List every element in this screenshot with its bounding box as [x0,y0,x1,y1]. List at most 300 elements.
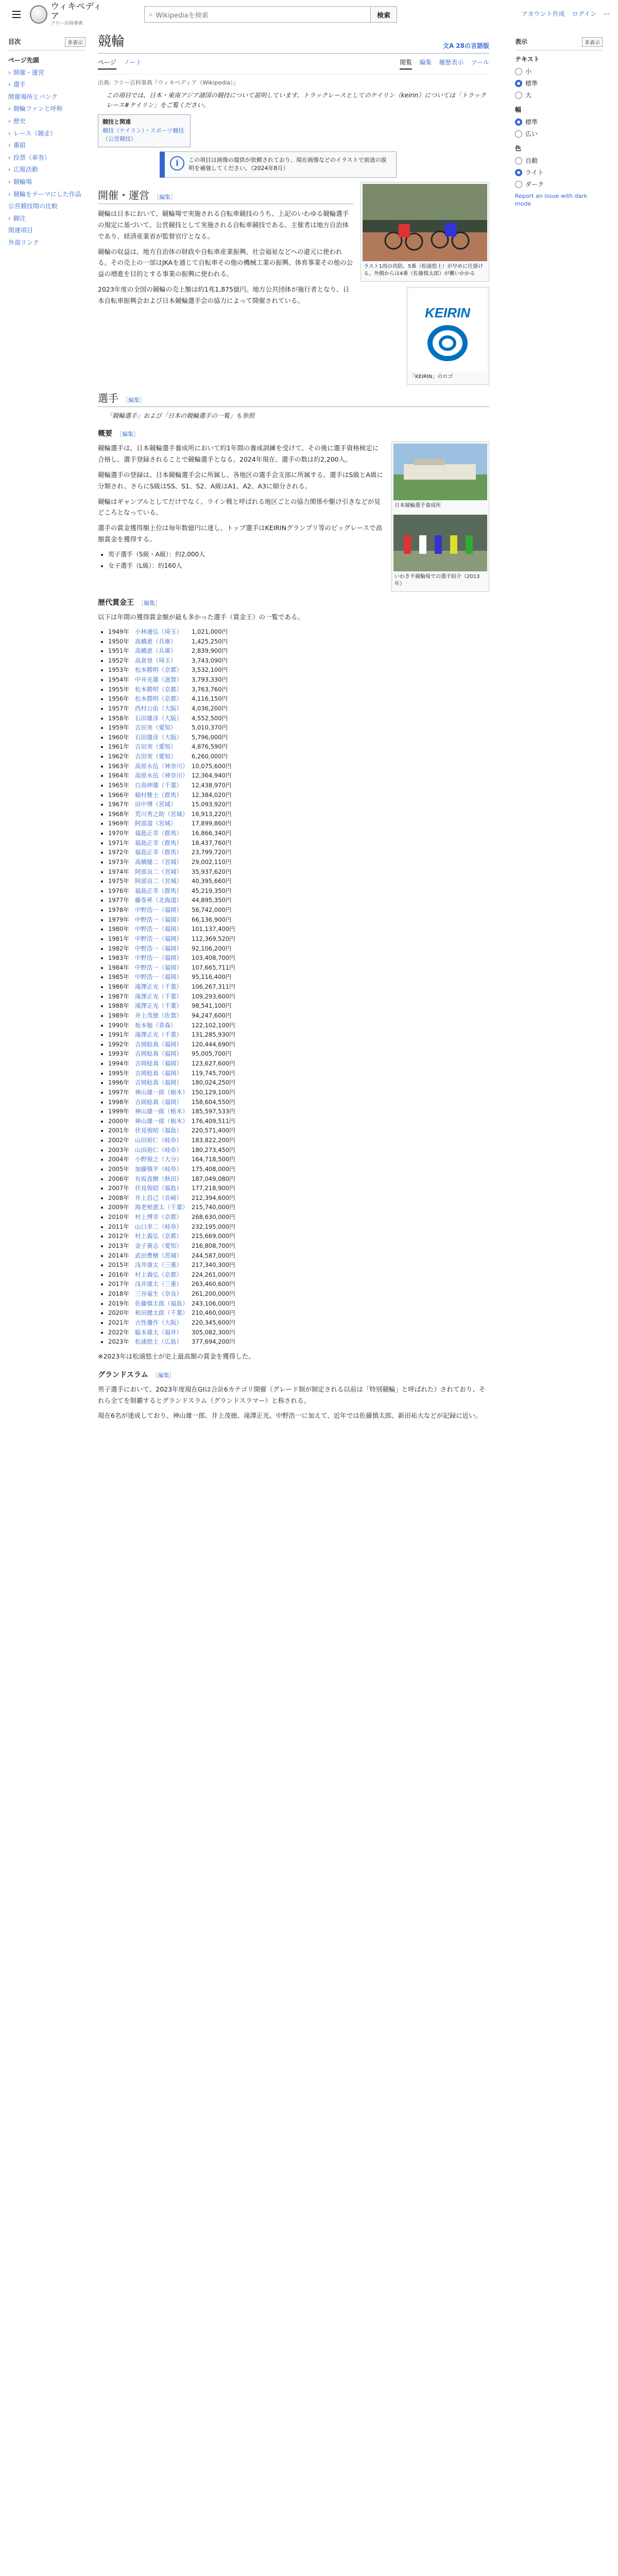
prize-king-year: 2013年 [108,1242,129,1249]
prize-king-year: 2011年 [108,1223,129,1230]
prize-king-row [108,1107,489,1116]
prize-king-name[interactable]: 滝澤正光（千葉） [135,1031,182,1039]
toc-item[interactable]: › 競輪をテーマにした作品 [8,189,85,201]
from-line: 出典: フリー百科事典『ウィキペディア（Wikipedia）』 [98,79,239,86]
radio-icon[interactable] [515,118,522,126]
prize-king-row [108,1097,489,1107]
prize-king-amount: 177,218,900円 [192,1184,235,1192]
prize-king-row [108,1021,489,1030]
radio-icon[interactable] [515,68,522,75]
edit-section-link[interactable]: ［ 編集 ］ [123,396,145,404]
prize-king-name[interactable]: 吉岡稔真（福岡） [135,1079,182,1087]
toc-item[interactable]: 関連項目 [8,227,33,234]
prize-king-amount: 215,740,000円 [192,1204,235,1211]
prize-king-row [108,637,489,647]
prize-king-amount: 215,669,000円 [192,1232,235,1240]
prize-king-name[interactable]: 高橋健二（宮城） [135,858,182,866]
prize-king-amount: 18,437,760円 [192,839,232,846]
prize-king-row [108,953,489,963]
prize-king-year: 1960年 [108,733,129,741]
prize-king-name[interactable]: 山田裕仁（岐阜） [135,1146,182,1154]
prize-king-name[interactable]: 伏見俊昭（福島） [135,1184,182,1192]
prize-king-year: 1949年 [108,628,129,635]
prize-king-row [108,761,489,771]
prize-king-year: 1978年 [108,906,129,914]
toc-item[interactable]: › 競輪ファンと呼称 [8,103,85,115]
prize-king-name[interactable]: 阿部良二（宮城） [135,877,182,885]
logo-name: ウィキペディア [50,2,102,22]
search-placeholder: Wikipediaを検索 [156,11,209,20]
prize-king-name[interactable]: 吉田実（愛知） [135,753,177,760]
color-group [515,144,603,208]
prize-king-year: 1953年 [108,666,129,674]
prize-king-amount: 44,895,350円 [192,896,232,904]
prize-king-name[interactable]: 中野浩一（福岡） [135,935,182,942]
wikipedia-logo[interactable] [30,2,107,26]
prize-king-year: 2019年 [108,1299,129,1307]
toc-item[interactable]: 開催場所とバンク [8,93,58,100]
prize-king-amount: 180,024,250円 [192,1079,235,1087]
prize-king-amount: 5,010,370円 [192,724,228,732]
prize-king-amount: 107,665,711円 [192,963,235,971]
prize-king-year: 1967年 [108,801,129,808]
prize-king-amount: 210,460,000円 [192,1309,235,1317]
prize-king-year: 1957年 [108,704,129,712]
prize-king-amount: 232,195,000円 [192,1223,235,1230]
text-size-option[interactable] [515,65,603,77]
language-button[interactable] [443,41,489,50]
prize-king-name[interactable]: 金子貴志（愛知） [135,1242,182,1249]
prize-king-row [108,934,489,944]
prize-king-year: 2007年 [108,1184,129,1192]
prize-king-name[interactable]: 中野浩一（福岡） [135,906,182,914]
prize-king-name[interactable]: 村上義弘（京都） [135,1232,182,1240]
prize-king-amount: 40,395,660円 [192,877,232,885]
logo-tagline: フリー百科事典 [50,21,83,26]
radio-icon[interactable] [515,130,522,138]
toc-hide-button[interactable]: 非表示 [65,37,85,47]
translate-icon: 文A [443,42,454,49]
prize-king-name[interactable]: 吉田実（愛知） [135,724,177,732]
search-icon: ⌕ [149,10,153,19]
prize-king-row [108,809,489,819]
prize-king-amount: 56,742,000円 [192,906,232,914]
width-label: 幅 [515,106,522,113]
prize-king-name[interactable]: 中野浩一（福岡） [135,963,182,971]
prize-king-row [108,924,489,934]
prize-king-name[interactable]: 神山雄一郎（栃木） [135,1088,188,1096]
prize-king-row [108,944,489,954]
prize-king-name[interactable]: 西村公佑（大阪） [135,704,182,712]
prize-king-amount: 5,796,000円 [192,733,228,741]
prize-king-row [108,1231,489,1241]
prize-king-year: 2005年 [108,1165,129,1173]
toc-item[interactable]: ページ先頭 [8,57,39,64]
prize-king-name[interactable]: 武田豊樹（茨城） [135,1251,182,1259]
prize-king-year: 1971年 [108,839,129,846]
width-option[interactable] [515,116,603,128]
prize-king-name[interactable]: 浅井康太（三重） [135,1280,182,1288]
prize-king-name[interactable]: 福島正幸（群馬） [135,829,182,837]
prize-king-name[interactable]: 中井光雄（滋賀） [135,676,182,684]
prize-king-year: 1997年 [108,1088,129,1096]
prize-king-name[interactable]: 吉田実（愛知） [135,743,177,751]
prize-king-amount: 243,106,000円 [192,1299,235,1307]
prize-king-row [108,982,489,992]
prize-king-year: 1968年 [108,810,129,818]
prize-king-year: 1986年 [108,983,129,991]
prize-king-name[interactable]: 高倉登（埼玉） [135,656,177,664]
prize-king-name[interactable]: 和田健太郎（千葉） [135,1309,188,1317]
prize-king-name[interactable]: 荒川秀之助（宮城） [135,810,188,818]
keirin-logo-svg [411,297,484,364]
radio-icon[interactable] [515,92,522,99]
prize-king-year: 2023年 [108,1338,129,1346]
prize-king-year: 1973年 [108,858,129,866]
color-option[interactable] [515,178,603,190]
prize-king-name[interactable]: 白鳥伸雄（千葉） [135,781,182,789]
section-heading-operation [98,187,353,204]
navbox-links[interactable]: 競技（ケイリン）・スポーツ競技（公営競技） [102,127,184,143]
prize-king-row [108,1011,489,1021]
site-header [0,0,618,29]
toc-item[interactable]: › 歴史 [8,115,85,128]
search-form [144,6,397,23]
prize-king-row [108,1164,489,1174]
prize-king-year: 1988年 [108,1002,129,1010]
prize-king-year: 1999年 [108,1108,129,1115]
prize-king-amount: 4,552,500円 [192,714,228,722]
prize-king-amount: 123,627,600円 [192,1060,235,1067]
prize-king-name[interactable]: 村上博幸（京都） [135,1213,182,1221]
prize-king-name[interactable]: 佐藤慎太郎（福島） [135,1299,188,1307]
prize-king-name[interactable]: 石田雄彦（大阪） [135,733,182,741]
prize-king-year: 2000年 [108,1117,129,1125]
prize-king-year: 1996年 [108,1079,129,1087]
toc-item[interactable]: 外部リンク [8,239,39,246]
color-option[interactable] [515,166,603,178]
prize-king-row [108,1289,489,1299]
toc-item[interactable]: › 選手 [8,79,85,91]
prize-king-year: 1966年 [108,791,129,799]
login-link[interactable]: ログイン [572,10,596,18]
tab-read[interactable]: 閲覧 [400,58,412,70]
prize-king-amount: 66,136,900円 [192,916,232,923]
prize-king-name[interactable]: 小林通弘（埼玉） [135,628,182,635]
prize-king-name[interactable]: 小野俊之（大分） [135,1156,182,1163]
prize-king-year: 1950年 [108,637,129,645]
radio-icon[interactable] [515,157,522,164]
training-school-photo[interactable] [393,444,487,500]
prize-king-row [108,1308,489,1318]
prize-king-year: 2004年 [108,1156,129,1163]
main-menu-button[interactable] [8,6,25,23]
prize-king-name[interactable]: 神山雄一郎（栃木） [135,1117,188,1125]
prize-king-row [108,1183,489,1193]
race-photo[interactable] [363,184,487,261]
width-option-label: 広い [525,130,538,138]
prize-king-amount: 131,285,930円 [192,1031,235,1039]
prize-king-name[interactable]: 高原永伍（神奈川） [135,772,188,779]
prize-king-name[interactable]: 吉岡稔真（福岡） [135,1060,182,1067]
text-size-group [515,55,603,101]
prize-king-amount: 112,369,520円 [192,935,235,942]
prize-king-amount: 261,200,000円 [192,1290,235,1298]
appearance-panel [515,37,603,212]
prize-king-name[interactable]: 高橋恵（兵庫） [135,647,177,655]
keirin-logo-image[interactable] [409,289,486,371]
prize-king-row [108,1040,489,1049]
toc-item[interactable]: › 競輪場 [8,176,85,189]
rider-intro-caption: いわき平競輪場での選手紹介（2013年） [394,574,480,587]
color-option-label: ライト [525,169,544,176]
prize-king-name[interactable]: 松浦悠士（広島） [135,1338,182,1346]
riders-paragraph-4: 選手の賞金獲得額上位は毎年数億円に達し、トップ選手はKEIRINグランプリ等のビッグレースで高額賞金を獲得する。 [98,524,383,544]
prize-king-row [108,1088,489,1097]
prize-king-name[interactable]: 吉岡稔真（福岡） [135,1050,182,1058]
prize-king-name[interactable]: 藤巻昇（北海道） [135,896,182,904]
prize-king-row [108,781,489,790]
prize-king-name[interactable]: 滝澤正光（千葉） [135,983,182,991]
user-links [522,9,610,18]
prize-king-name[interactable]: 伏見俊昭（福島） [135,1127,182,1134]
riders-paragraph-3: 競輪はギャンブルとしてだけでなく、ライン戦と呼ばれる地区ごとの協力関係や駆け引きなどが見どころとなっている。 [98,497,381,517]
prize-king-year: 2008年 [108,1194,129,1201]
prize-king-name[interactable]: 阿部道（宮城） [135,820,177,827]
text-size-option-label: 小 [525,68,532,75]
prize-king-row [108,1202,489,1212]
tab-page[interactable]: ページ [98,58,116,70]
prize-king-year: 1965年 [108,781,129,789]
prize-king-amount: 180,273,450円 [192,1146,235,1154]
subsection-title: グランドスラム [98,1370,148,1379]
create-account-link[interactable]: アカウント作成 [521,10,565,18]
text-size-option[interactable] [515,89,603,101]
prize-king-year: 2017年 [108,1280,129,1288]
riders-hatnote: 「競輪選手」および「日本の競輪選手の一覧」も参照 [106,412,255,419]
search-button[interactable]: 検索 [371,6,397,23]
prize-king-name[interactable]: 中野浩一（福岡） [135,954,182,962]
edit-section-link[interactable]: ［ 編集 ］ [153,193,176,201]
prize-king-row [108,867,489,877]
prize-king-name[interactable]: 高原永伍（神奈川） [135,762,188,770]
riders-paragraph-1: 競輪選手は、日本競輪選手養成所において約1年間の養成訓練を受けて、その後に選手資格検定に合格し、選手登録されることで競輪選手となる。2024年現在、選手の数は約2,200人。 [98,444,379,463]
edit-section-link[interactable]: ［ 編集 ］ [152,1371,175,1379]
prize-king-year: 1963年 [108,762,129,770]
prize-king-row [108,656,489,666]
toc-item[interactable]: › 脚注 [8,213,85,225]
prize-king-year: 1976年 [108,887,129,894]
prize-king-amount: 150,129,100円 [192,1088,235,1096]
prize-king-name[interactable]: 高橋恵（兵庫） [135,637,177,645]
subsection-heading-prize-kings [98,597,489,607]
prize-king-year: 2009年 [108,1204,129,1211]
toc-item[interactable]: › 投票（車券） [8,152,85,164]
prize-king-year: 1989年 [108,1011,129,1019]
prize-king-name[interactable]: 海老根恵太（千葉） [135,1204,188,1211]
prize-king-row [108,1136,489,1145]
prize-king-name[interactable]: 滝澤正光（千葉） [135,992,182,1000]
prize-king-year: 2012年 [108,1232,129,1240]
edit-section-link[interactable]: ［ 編集 ］ [116,430,139,438]
prize-king-name[interactable]: 神山雄一郎（栃木） [135,1108,188,1115]
prize-king-year: 2010年 [108,1213,129,1221]
prize-king-row [108,848,489,857]
prize-king-row [108,1174,489,1184]
prize-king-year: 2018年 [108,1290,129,1298]
prize-king-row [108,646,489,656]
prize-king-row [108,704,489,714]
prize-king-name[interactable]: 松本勝明（京都） [135,666,182,674]
prize-king-year: 1975年 [108,877,129,885]
radio-icon[interactable] [515,181,522,188]
tab-tools[interactable]: ツール [471,59,489,66]
prize-king-name[interactable]: 福島正幸（群馬） [135,839,182,846]
prize-king-row [108,742,489,752]
edit-section-link[interactable]: ［ 編集 ］ [138,599,161,607]
prize-king-name[interactable]: 浅井康太（三重） [135,1261,182,1269]
appearance-hide-button[interactable]: 非表示 [582,37,603,47]
grand-slam-paragraph-2: 現在6名が達成しており、神山雄一郎、井上茂徳、滝澤正光、中野浩一に加えて、近年では佐藤慎太郎、新田祐大などが記録に近い。 [98,1412,482,1420]
prize-king-amount: 12,438,970円 [192,781,232,789]
operation-paragraph-1: 競輪は日本において、競輪場で実施される自転車競技のうち、上記のいわゆる競輪選手の規定に基づいて、公営競技として実施される自転車競技である。主催者は地方自治体であり、経済産業省が監督官庁となる。 [98,209,349,240]
prize-king-amount: 94,247,600円 [192,1011,232,1019]
notice-text: この項目は画像の提供が依頼されており、現在画像などのイラストで前途の説明を補強してください。（2024年8月） [188,156,387,172]
prize-king-name[interactable]: 稲村雅士（群馬） [135,791,182,799]
prize-king-year: 1958年 [108,714,129,722]
prize-king-name[interactable]: 中野浩一（福岡） [135,973,182,981]
prize-king-name[interactable]: 福島正幸（群馬） [135,849,182,856]
prize-king-name[interactable]: 石田雄彦（大阪） [135,714,182,722]
prize-king-amount: 98,541,100円 [192,1002,232,1010]
prize-king-row [108,838,489,848]
prize-king-year: 1980年 [108,925,129,933]
prize-king-name[interactable]: 中野浩一（福岡） [135,916,182,923]
prize-king-name[interactable]: 阿部良二（宮城） [135,868,182,875]
tab-edit[interactable]: 編集 [419,59,432,66]
prize-king-year: 2020年 [108,1309,129,1317]
prize-king-year: 1987年 [108,992,129,1000]
prize-king-amount: 119,745,700円 [192,1069,235,1077]
prize-king-row [108,1328,489,1337]
toc-item[interactable]: › 番組 [8,140,85,152]
prize-king-name[interactable]: 三谷竜生（奈良） [135,1290,182,1298]
search-input[interactable] [144,6,371,23]
prize-king-name[interactable]: 加藤慎平（岐阜） [135,1165,182,1173]
toc-item[interactable]: › 広報活動 [8,164,85,176]
prize-king-name[interactable]: 坂本勉（青森） [135,1021,177,1029]
prize-king-row [108,771,489,781]
prize-king-year: 2006年 [108,1175,129,1182]
prize-king-name[interactable]: 井上茂徳（佐賀） [135,1011,182,1019]
prize-king-row [108,685,489,694]
prize-king-name[interactable]: 村上義弘（京都） [135,1270,182,1278]
prize-king-amount: 3,743,090円 [192,656,228,664]
section-heading-riders [98,390,489,407]
prize-king-name[interactable]: 脇本雄太（福井） [135,1328,182,1336]
radio-icon[interactable] [515,80,522,87]
prize-king-amount: 158,604,550円 [192,1098,235,1106]
prize-king-name[interactable]: 井上昌己（長崎） [135,1194,182,1201]
more-options-icon[interactable]: ⋯ [604,10,610,18]
prize-king-row [108,1116,489,1126]
language-count: 28の言語版 [456,42,489,49]
image-request-notice [160,151,397,178]
radio-icon[interactable] [515,169,522,176]
prize-king-name[interactable]: 松本勝明（京都） [135,685,182,693]
grand-slam-paragraph-1: 男子選手において、2023年度現在GIは合計6カテゴリ開催（グレード制が制定される以前は「特別競輪」と呼ばれた）されており、それら全てを制覇するとグランドスラム（グランドスラマー）と称される。 [98,1385,486,1404]
prize-king-amount: 6,260,000円 [192,753,228,760]
width-option[interactable] [515,128,603,140]
prize-king-name[interactable]: 田中博（宮城） [135,801,177,808]
toc-item[interactable]: 公営競技間の比較 [8,202,58,210]
disambiguation-hatnote: この項目では、日本・東南アジア諸国の競技について説明しています。トラックレースとしてのケイリン（keirin）については「トラックレース#ケイリン」をご覧ください。 [106,92,486,109]
prize-king-name[interactable]: 古性優作（大阪） [135,1318,182,1326]
toc-item[interactable]: › レース（競走） [8,128,85,140]
prize-king-year: 2022年 [108,1328,129,1336]
prize-king-year: 2002年 [108,1137,129,1144]
prize-king-row [108,1251,489,1261]
prize-king-amount: 16,913,220円 [192,810,232,818]
list-item: • 男子選手（S級・A級）：約2,000人 [108,549,489,560]
prize-king-year: 2016年 [108,1270,129,1278]
text-size-label: テキスト [515,56,540,63]
text-size-option[interactable] [515,77,603,89]
prize-king-name[interactable]: 中野浩一（福岡） [135,944,182,952]
prize-king-name[interactable]: 吉岡稔真（福岡） [135,1069,182,1077]
prize-king-name[interactable]: 滝澤正光（千葉） [135,1002,182,1010]
prize-king-row [108,1279,489,1289]
subsection-title: 歴代賞金王 [98,599,134,607]
prize-king-year: 1969年 [108,820,129,827]
prize-king-name[interactable]: 吉岡稔真（福岡） [135,1098,182,1106]
color-option[interactable] [515,155,603,166]
tab-talk[interactable]: ノート [123,59,142,66]
prize-king-row [108,1069,489,1078]
prize-king-year: 1962年 [108,753,129,760]
prize-king-name[interactable]: 有坂直樹（秋田） [135,1175,182,1182]
prize-king-name[interactable]: 吉岡稔真（福岡） [135,1040,182,1048]
prize-king-name[interactable]: 山田裕仁（岐阜） [135,1137,182,1144]
prize-king-amount: 305,082,300円 [192,1328,235,1336]
prize-king-amount: 120,444,690円 [192,1040,235,1048]
prize-king-year: 2001年 [108,1127,129,1134]
prize-king-name[interactable]: 山口幸二（岐阜） [135,1223,182,1230]
toc-item[interactable]: › 開催・運営 [8,67,85,79]
rider-intro-photo[interactable] [393,515,487,571]
prize-king-name[interactable]: 松本勝明（京都） [135,695,182,703]
prize-king-name[interactable]: 中野浩一（福岡） [135,925,182,933]
prize-king-year: 1993年 [108,1050,129,1058]
toc-title: 目次 [8,38,21,45]
prize-king-year: 1972年 [108,849,129,856]
dark-mode-report-link[interactable]: Report an issue with dark mode [515,193,588,208]
training-school-caption: 日本競輪選手養成所 [394,503,441,509]
prize-king-amount: 4,876,590円 [192,743,228,751]
list-item: • 女子選手（L級）：約160人 [108,561,489,571]
width-option-label: 標準 [525,118,538,126]
prize-king-year: 1981年 [108,935,129,942]
prize-king-row [108,1126,489,1136]
prize-king-amount: 12,384,020円 [192,791,232,799]
prize-king-amount: 29,002,110円 [192,858,232,866]
prize-king-name[interactable]: 福島正幸（群馬） [135,887,182,894]
tab-history[interactable]: 履歴表示 [439,59,464,66]
prize-king-year: 1952年 [108,656,129,664]
prize-king-row [108,1222,489,1232]
prize-kings-list [108,627,489,1347]
prize-king-row [108,895,489,905]
